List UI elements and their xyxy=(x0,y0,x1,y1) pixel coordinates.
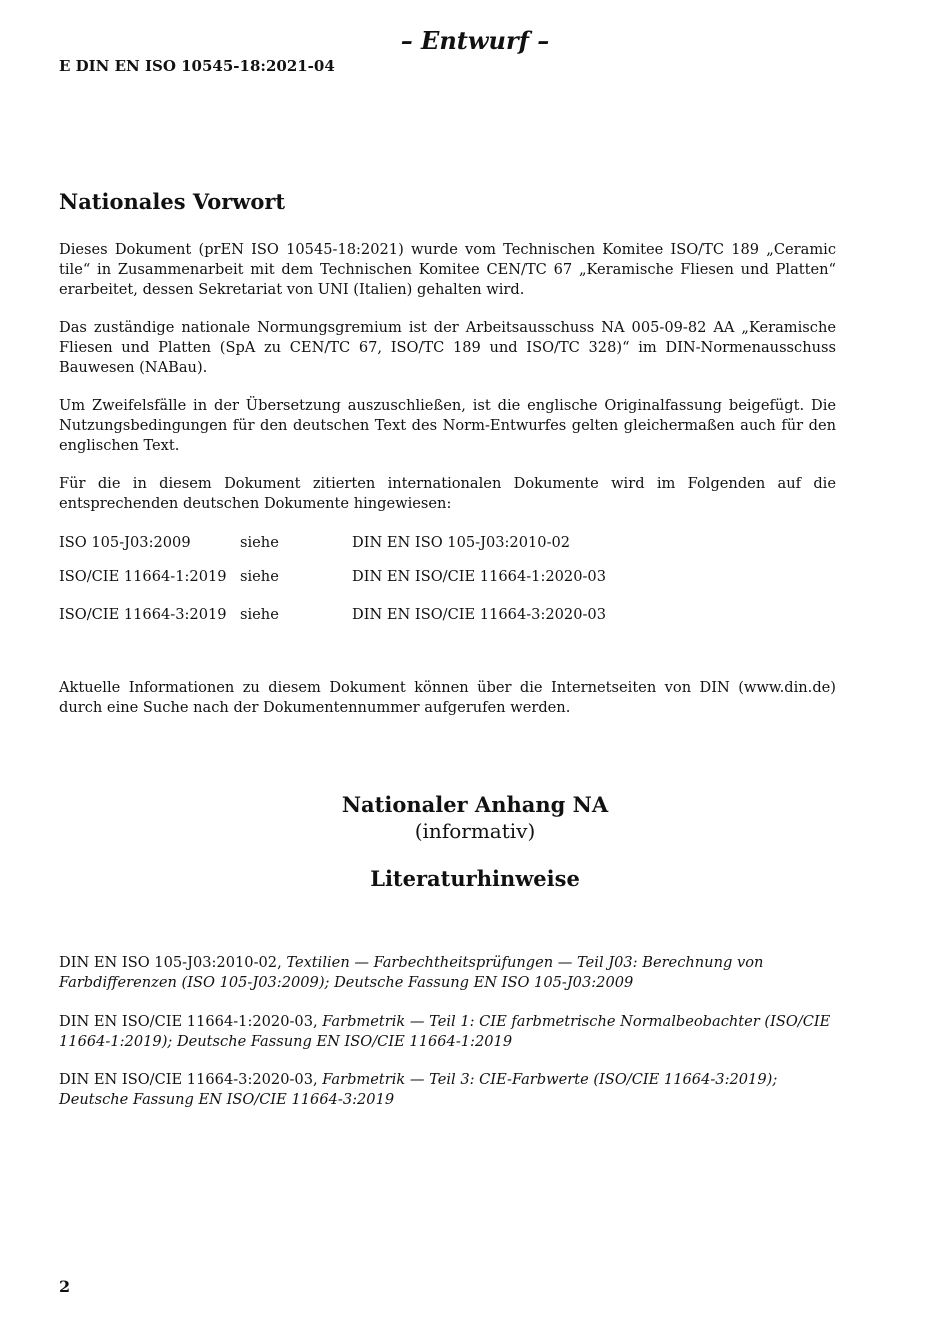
bibliography-heading: Literaturhinweise xyxy=(370,866,580,891)
bibliography-title: Textilien — Farbechtheitsprüfungen — Teil J03: Berechnung von Farbdifferenzen (ISO 105-J03:2009); Deutsche Fassung EN ISO 105-J03:2009 xyxy=(59,954,764,991)
bibliography-entry xyxy=(59,1012,836,1052)
reference-international: ISO 105-J03:2009 xyxy=(59,534,191,551)
foreword-paragraph-committee: Dieses Dokument (prEN ISO 10545-18:2021) wurde vom Technischen Komitee ISO/TC 189 „Ceramic tile“ in Zusammenarbeit mit dem Technischen Komitee CEN/TC 67 „Keramische Fliesen und Platten“ erarbeitet, dessen Sekretariat von UNI (Italien) gehalten wird. xyxy=(59,241,836,298)
reference-german: DIN EN ISO/CIE 11664-1:2020-03 xyxy=(352,568,607,585)
document-identifier: E DIN EN ISO 10545-18:2021-04 xyxy=(59,57,335,75)
page-number: 2 xyxy=(59,1277,71,1296)
foreword-paragraph-responsible-body: Das zuständige nationale Normungsgremium ist der Arbeitsausschuss NA 005-09-82 AA „Keramische Fliesen und Platten (SpA zu CEN/TC 67, ISO/TC 189 und ISO/TC 328)“ im DIN-Normenausschuss Bauwesen (NABau). xyxy=(59,319,836,376)
foreword-paragraph-info: Aktuelle Informationen zu diesem Dokument können über die Internetseiten von DIN (www.din.de) durch eine Suche nach der Dokumentennummer aufgerufen werden. xyxy=(59,679,836,716)
foreword-paragraph-translation: Um Zweifelsfälle in der Übersetzung auszuschließen, ist die englische Originalfassung beigefügt. Die Nutzungsbedingungen für den deutschen Text des Norm-Entwurfes gelten gleichermaßen auch für den englischen Text. xyxy=(59,397,836,454)
reference-international: ISO/CIE 11664-1:2019 xyxy=(59,568,227,585)
draft-mark: – Entwurf – xyxy=(400,26,550,55)
reference-row xyxy=(59,605,836,625)
reference-international: ISO/CIE 11664-3:2019 xyxy=(59,606,227,623)
foreword-paragraph-references-intro: Für die in diesem Dokument zitierten internationalen Dokumente wird im Folgenden auf die entsprechenden deutschen Dokumente hingewiesen: xyxy=(59,475,836,512)
reference-german: DIN EN ISO 105-J03:2010-02 xyxy=(352,534,571,551)
reference-see: siehe xyxy=(240,606,279,623)
bibliography-designation: DIN EN ISO 105-J03:2010-02, xyxy=(59,954,287,971)
bibliography-entry xyxy=(59,1070,836,1110)
foreword-heading: Nationales Vorwort xyxy=(59,189,286,214)
bibliography-designation: DIN EN ISO/CIE 11664-3:2020-03, xyxy=(59,1071,323,1088)
annex-title: Nationaler Anhang NA xyxy=(341,792,609,817)
annex-subtitle: (informativ) xyxy=(414,819,536,843)
reference-row xyxy=(59,533,836,553)
bibliography-designation: DIN EN ISO/CIE 11664-1:2020-03, xyxy=(59,1013,323,1030)
bibliography-title: Farbmetrik — Teil 3: CIE-Farbwerte (ISO/CIE 11664-3:2019); Deutsche Fassung EN ISO/CIE 11664-3:2019 xyxy=(59,1071,778,1108)
bibliography-title: Farbmetrik — Teil 1: CIE farbmetrische Normalbeobachter (ISO/CIE 11664-1:2019); Deutsche Fassung EN ISO/CIE 11664-1:2019 xyxy=(59,1013,831,1050)
reference-german: DIN EN ISO/CIE 11664-3:2020-03 xyxy=(352,606,607,623)
bibliography-entry xyxy=(59,953,836,993)
reference-row xyxy=(59,567,836,587)
reference-see: siehe xyxy=(240,534,279,551)
reference-see: siehe xyxy=(240,568,279,585)
